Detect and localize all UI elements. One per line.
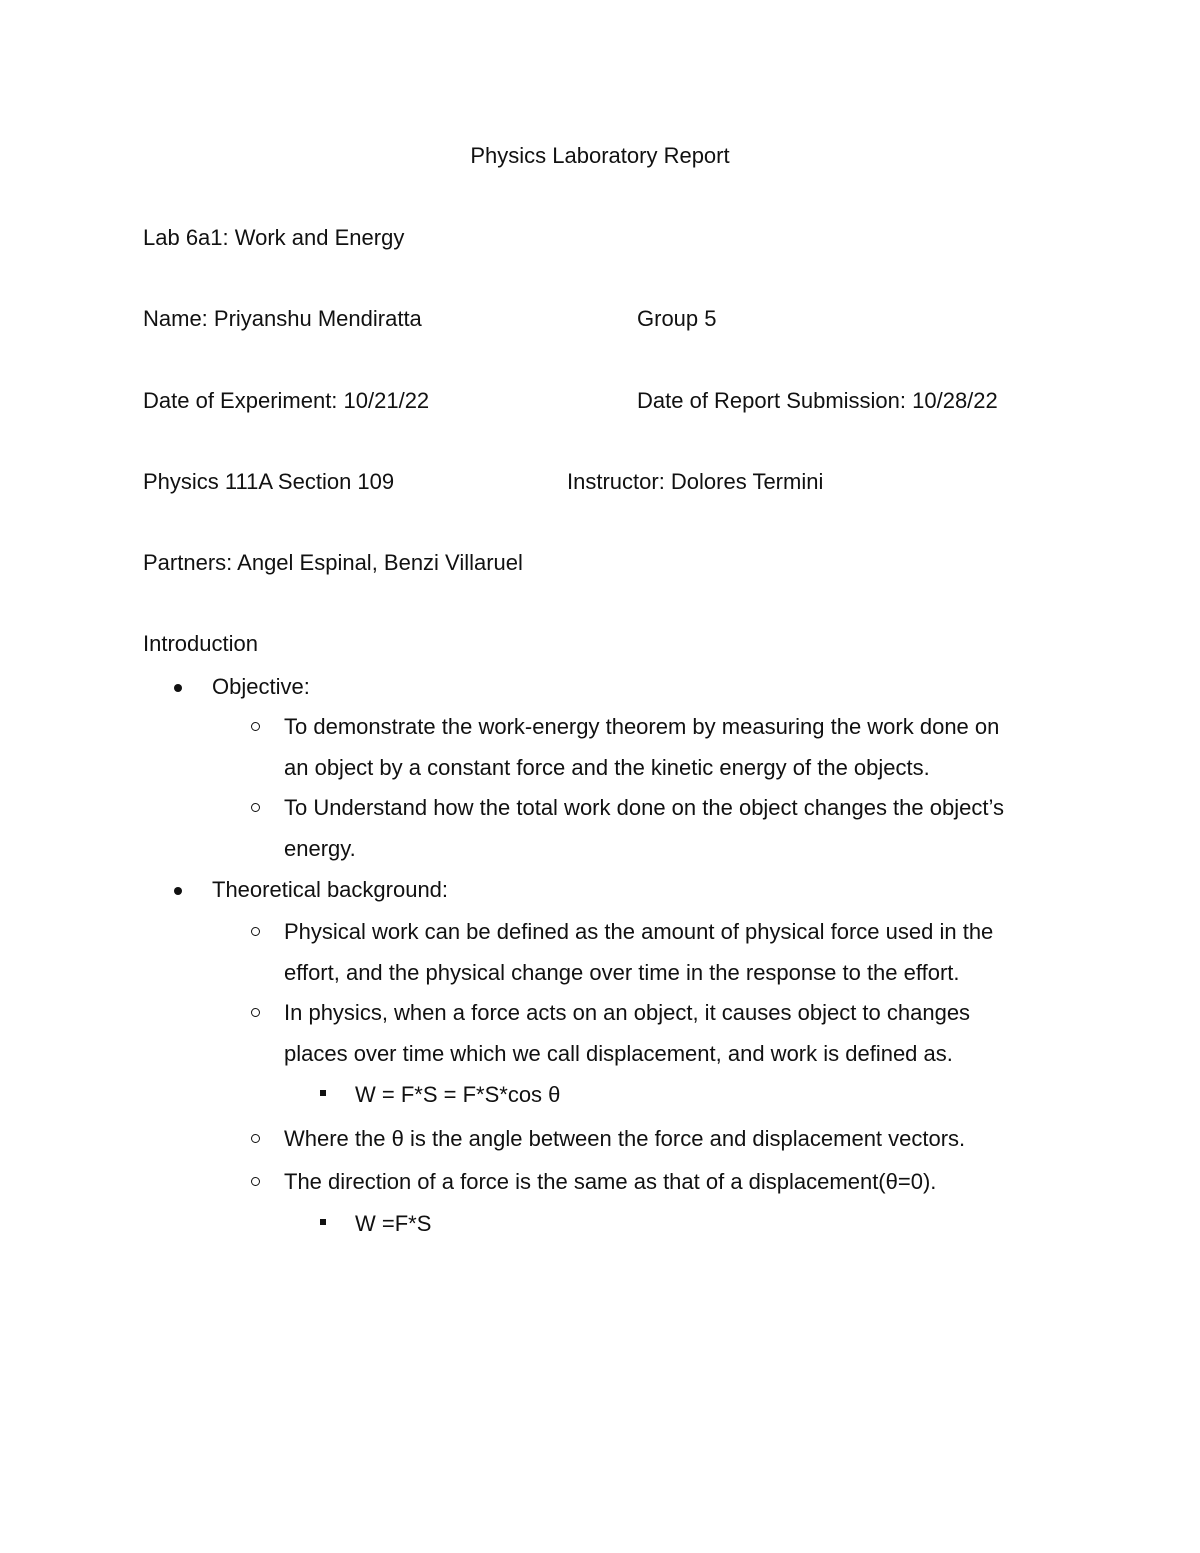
square-bullet-icon <box>320 1090 326 1096</box>
circle-bullet-icon <box>251 927 260 936</box>
course-section: Physics 111A Section 109 <box>143 469 395 494</box>
experiment-date: Date of Experiment: 10/21/22 <box>143 388 430 413</box>
theory-item-4: The direction of a force is the same as that of a displacement(θ=0). <box>284 1169 937 1194</box>
theory-item-3: Where the θ is the angle between the force and displacement vectors. <box>284 1126 966 1151</box>
theory-item-1-line-2: effort, and the physical change over time in the response to the effort. <box>284 960 960 985</box>
circle-bullet-icon <box>251 1008 260 1017</box>
circle-bullet-icon <box>251 1177 260 1186</box>
submission-date: Date of Report Submission: 10/28/22 <box>637 388 998 413</box>
objective-item-2-line-2: energy. <box>284 836 356 861</box>
instructor-name: Instructor: Dolores Termini <box>567 469 824 494</box>
theory-item-2-line-1: In physics, when a force acts on an object, it causes object to changes <box>284 1000 971 1025</box>
objective-item-1-line-2: an object by a constant force and the kinetic energy of the objects. <box>284 755 930 780</box>
theory-item-1-line-1: Physical work can be defined as the amount of physical force used in the <box>284 919 994 944</box>
circle-bullet-icon <box>251 722 260 731</box>
objective-item-1-line-1: To demonstrate the work-energy theorem by measuring the work done on <box>284 714 1000 739</box>
circle-bullet-icon <box>251 803 260 812</box>
objective-item-2-line-1: To Understand how the total work done on the object changes the object’s <box>284 795 1004 820</box>
objective-heading: Objective: <box>212 674 310 699</box>
bullet-dot-icon <box>174 684 182 692</box>
lab-partners: Partners: Angel Espinal, Benzi Villaruel <box>143 550 523 575</box>
work-formula: W = F*S = F*S*cos θ <box>355 1082 561 1107</box>
lab-title: Lab 6a1: Work and Energy <box>143 225 405 250</box>
square-bullet-icon <box>320 1219 326 1225</box>
group-number: Group 5 <box>637 306 717 331</box>
simple-work-formula: W =F*S <box>355 1211 432 1236</box>
theory-item-2-line-2: places over time which we call displacement, and work is defined as. <box>284 1041 953 1066</box>
bullet-dot-icon <box>174 887 182 895</box>
theory-heading: Theoretical background: <box>212 877 449 902</box>
circle-bullet-icon <box>251 1134 260 1143</box>
introduction-heading: Introduction <box>143 631 258 656</box>
report-title: Physics Laboratory Report <box>470 143 730 168</box>
student-name: Name: Priyanshu Mendiratta <box>143 306 422 331</box>
